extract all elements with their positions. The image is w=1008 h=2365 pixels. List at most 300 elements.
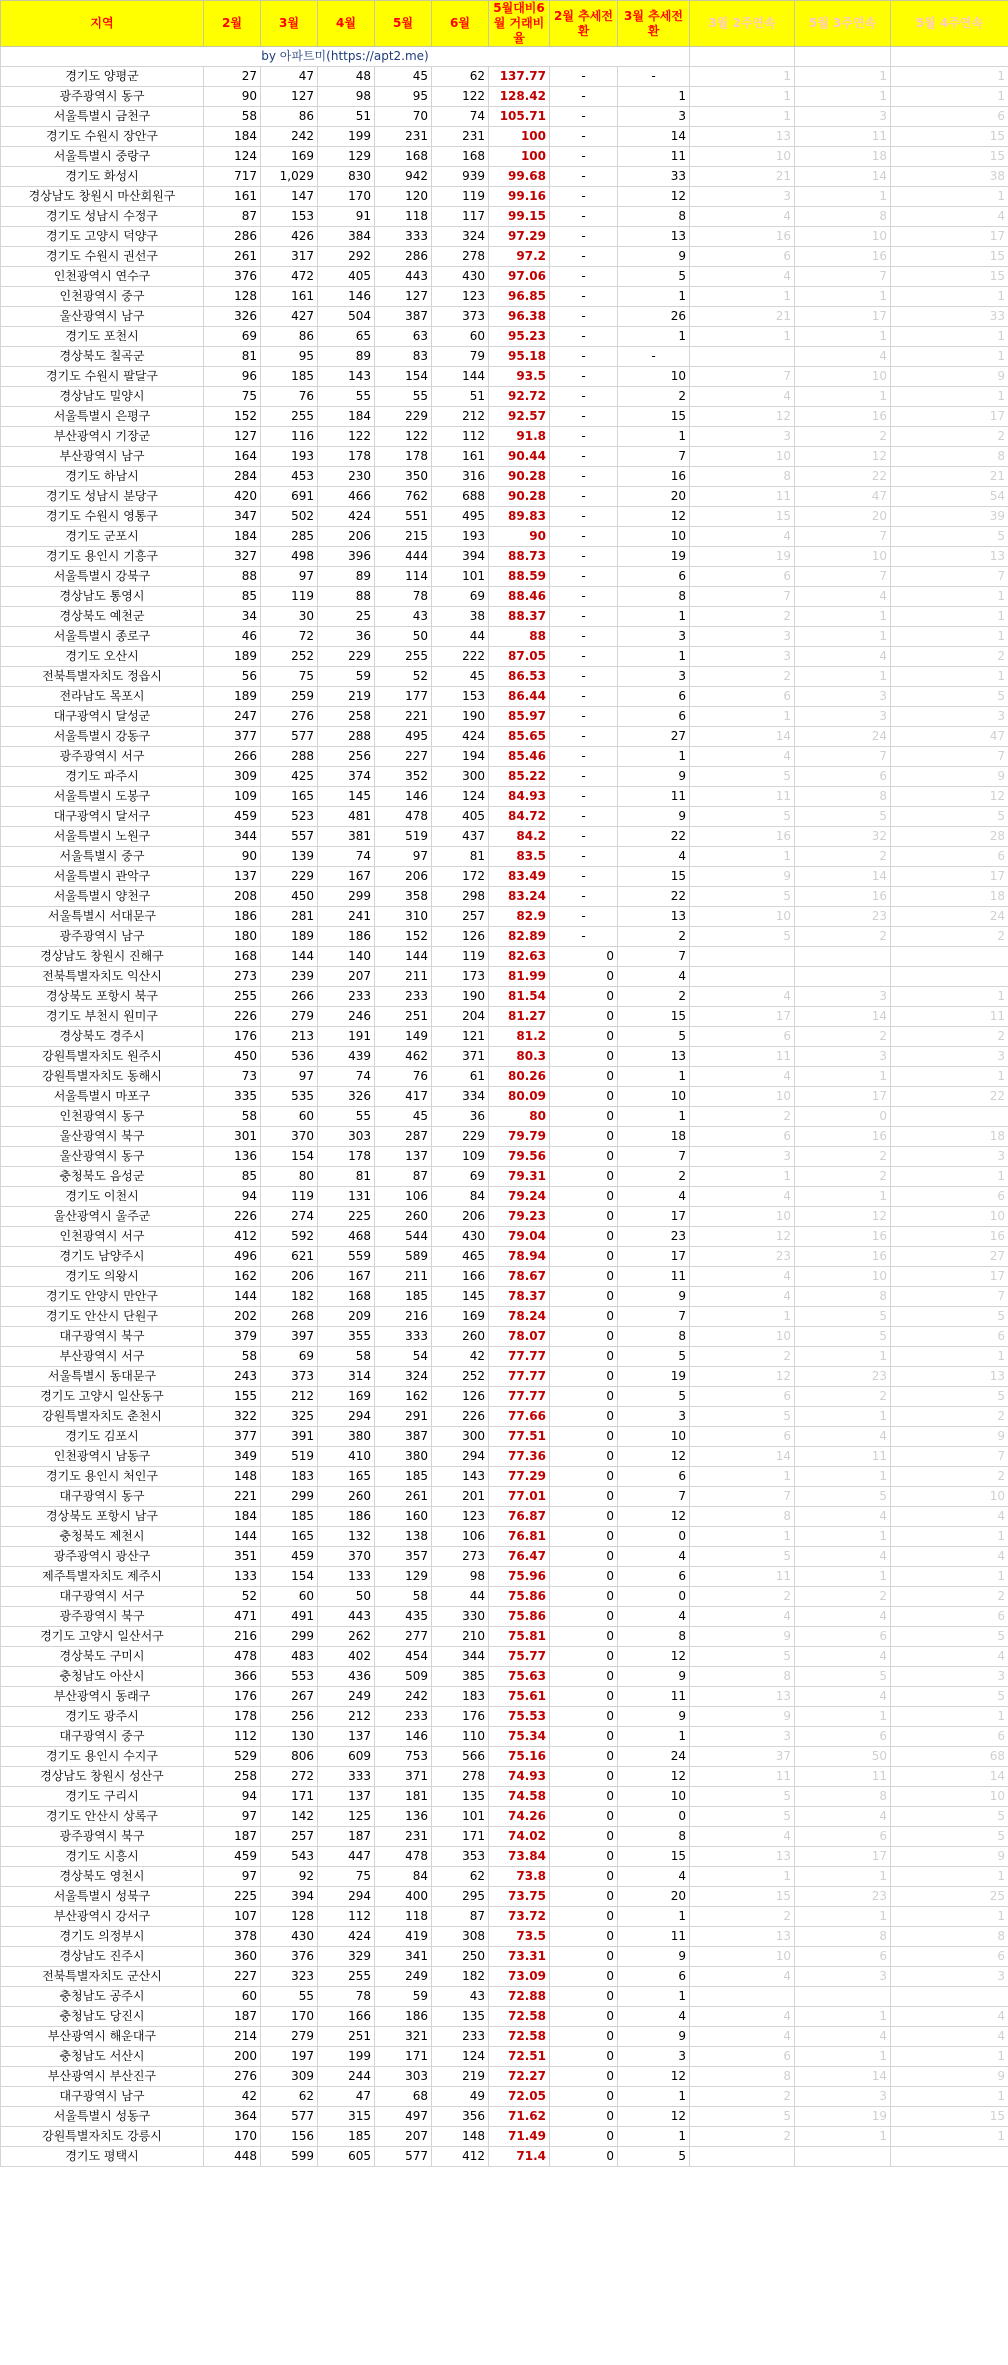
data-cell[interactable]: 168 (204, 947, 261, 967)
data-cell[interactable]: 176 (204, 1687, 261, 1707)
data-cell[interactable]: 424 (432, 727, 489, 747)
data-cell[interactable]: 76 (261, 387, 318, 407)
region-cell[interactable]: 경기도 수원시 장안구 (1, 127, 204, 147)
data-cell[interactable]: - (550, 207, 618, 227)
data-cell[interactable]: - (550, 847, 618, 867)
data-cell[interactable]: 180 (204, 927, 261, 947)
data-cell[interactable]: 17 (891, 867, 1008, 887)
data-cell[interactable]: 5 (795, 1307, 891, 1327)
data-cell[interactable]: 6 (690, 247, 795, 267)
data-cell[interactable]: 75.86 (489, 1587, 550, 1607)
data-cell[interactable]: 577 (375, 2147, 432, 2167)
data-cell[interactable]: 176 (204, 1027, 261, 1047)
data-cell[interactable]: 260 (375, 1207, 432, 1227)
data-cell[interactable]: 2 (690, 1587, 795, 1607)
data-cell[interactable]: 553 (261, 1667, 318, 1687)
data-cell[interactable]: 405 (318, 267, 375, 287)
data-cell[interactable]: 1 (795, 1907, 891, 1927)
data-cell[interactable]: 167 (318, 867, 375, 887)
data-cell[interactable]: 357 (375, 1547, 432, 1567)
data-cell[interactable]: 144 (204, 1287, 261, 1307)
data-cell[interactable]: 71.4 (489, 2147, 550, 2167)
data-cell[interactable]: 352 (375, 767, 432, 787)
data-cell[interactable]: 4 (891, 1507, 1008, 1527)
data-cell[interactable]: 227 (204, 1967, 261, 1987)
region-cell[interactable]: 인천광역시 동구 (1, 1107, 204, 1127)
data-cell[interactable]: 73.5 (489, 1927, 550, 1947)
data-cell[interactable]: 91.8 (489, 427, 550, 447)
data-cell[interactable]: 9 (618, 1947, 690, 1967)
data-cell[interactable]: 551 (375, 507, 432, 527)
data-cell[interactable]: 0 (550, 1607, 618, 1627)
data-cell[interactable]: 200 (204, 2047, 261, 2067)
data-cell[interactable]: 8 (795, 207, 891, 227)
data-cell[interactable]: 75.16 (489, 1747, 550, 1767)
data-cell[interactable]: 18 (891, 887, 1008, 907)
data-cell[interactable]: 11 (618, 147, 690, 167)
data-cell[interactable]: 79.23 (489, 1207, 550, 1227)
data-cell[interactable]: 7 (891, 567, 1008, 587)
data-cell[interactable]: 1 (795, 1707, 891, 1727)
data-cell[interactable]: 161 (261, 287, 318, 307)
data-cell[interactable] (690, 947, 795, 967)
data-cell[interactable]: 73 (204, 1067, 261, 1087)
data-cell[interactable]: 3 (690, 187, 795, 207)
data-cell[interactable]: 166 (432, 1267, 489, 1287)
region-cell[interactable]: 경상남도 창원시 성산구 (1, 1767, 204, 1787)
credit-text[interactable]: by 아파트미(https://apt2.me) (1, 47, 690, 67)
data-cell[interactable]: 266 (204, 747, 261, 767)
data-cell[interactable]: 90 (204, 847, 261, 867)
data-cell[interactable]: 6 (618, 707, 690, 727)
data-cell[interactable]: 114 (375, 567, 432, 587)
data-cell[interactable]: 1 (795, 1347, 891, 1367)
data-cell[interactable]: 83 (375, 347, 432, 367)
data-cell[interactable]: 5 (690, 1807, 795, 1827)
data-cell[interactable]: 1 (690, 1307, 795, 1327)
data-cell[interactable]: 73.75 (489, 1887, 550, 1907)
data-cell[interactable]: 380 (375, 1447, 432, 1467)
data-cell[interactable]: 1 (618, 747, 690, 767)
data-cell[interactable]: 225 (204, 1887, 261, 1907)
data-cell[interactable]: 9 (891, 2067, 1008, 2087)
region-cell[interactable]: 경기도 고양시 일산동구 (1, 1387, 204, 1407)
data-cell[interactable]: 417 (375, 1087, 432, 1107)
data-cell[interactable]: 25 (891, 1887, 1008, 1907)
data-cell[interactable]: 85 (204, 587, 261, 607)
data-cell[interactable]: 177 (375, 687, 432, 707)
header-cell[interactable]: 3월 2주연속 (690, 1, 795, 47)
region-cell[interactable]: 인천광역시 남동구 (1, 1447, 204, 1467)
data-cell[interactable]: 0 (550, 1827, 618, 1847)
data-cell[interactable]: 186 (318, 927, 375, 947)
data-cell[interactable]: 303 (375, 2067, 432, 2087)
data-cell[interactable]: 9 (618, 1667, 690, 1687)
data-cell[interactable]: 79.79 (489, 1127, 550, 1147)
data-cell[interactable]: 109 (432, 1147, 489, 1167)
data-cell[interactable]: 118 (375, 1907, 432, 1927)
data-cell[interactable]: 58 (318, 1347, 375, 1367)
data-cell[interactable]: 4 (891, 2027, 1008, 2047)
region-cell[interactable]: 충청남도 공주시 (1, 1987, 204, 2007)
data-cell[interactable]: 84.2 (489, 827, 550, 847)
data-cell[interactable]: 3 (618, 1407, 690, 1427)
data-cell[interactable]: 753 (375, 1747, 432, 1767)
header-cell[interactable]: 5월 4주연속 (891, 1, 1008, 47)
data-cell[interactable]: 498 (261, 547, 318, 567)
data-cell[interactable]: 288 (261, 747, 318, 767)
data-cell[interactable]: 229 (375, 407, 432, 427)
data-cell[interactable]: 0 (618, 1527, 690, 1547)
data-cell[interactable]: 321 (375, 2027, 432, 2047)
data-cell[interactable]: 11 (618, 1687, 690, 1707)
data-cell[interactable]: - (550, 247, 618, 267)
data-cell[interactable]: 3 (618, 627, 690, 647)
data-cell[interactable]: 717 (204, 167, 261, 187)
data-cell[interactable]: 110 (432, 1727, 489, 1747)
data-cell[interactable]: 10 (891, 1787, 1008, 1807)
data-cell[interactable]: 4 (690, 1287, 795, 1307)
data-cell[interactable]: 1 (795, 1527, 891, 1547)
data-cell[interactable]: 0 (550, 987, 618, 1007)
data-cell[interactable]: 4 (795, 1547, 891, 1567)
data-cell[interactable]: 199 (318, 2047, 375, 2067)
data-cell[interactable]: 17 (795, 1087, 891, 1107)
data-cell[interactable]: 58 (375, 1587, 432, 1607)
data-cell[interactable]: 10 (891, 1207, 1008, 1227)
region-cell[interactable]: 부산광역시 서구 (1, 1347, 204, 1367)
region-cell[interactable]: 경기도 시흥시 (1, 1847, 204, 1867)
data-cell[interactable]: 106 (375, 1187, 432, 1207)
data-cell[interactable]: 212 (261, 1387, 318, 1407)
data-cell[interactable]: 54 (891, 487, 1008, 507)
data-cell[interactable]: 274 (261, 1207, 318, 1227)
data-cell[interactable]: 168 (375, 147, 432, 167)
data-cell[interactable]: 160 (375, 1507, 432, 1527)
data-cell[interactable]: 81.27 (489, 1007, 550, 1027)
data-cell[interactable] (690, 967, 795, 987)
data-cell[interactable]: 27 (204, 67, 261, 87)
data-cell[interactable]: 605 (318, 2147, 375, 2167)
data-cell[interactable]: 599 (261, 2147, 318, 2167)
data-cell[interactable]: 268 (261, 1307, 318, 1327)
data-cell[interactable]: 5 (618, 267, 690, 287)
data-cell[interactable]: 152 (204, 407, 261, 427)
data-cell[interactable]: 491 (261, 1607, 318, 1627)
data-cell[interactable]: 259 (261, 687, 318, 707)
data-cell[interactable]: 5 (618, 1347, 690, 1367)
data-cell[interactable]: 8 (618, 1827, 690, 1847)
data-cell[interactable]: 75 (318, 1867, 375, 1887)
data-cell[interactable]: 443 (375, 267, 432, 287)
data-cell[interactable]: 496 (204, 1247, 261, 1267)
data-cell[interactable]: 128 (261, 1907, 318, 1927)
data-cell[interactable]: 44 (432, 1587, 489, 1607)
data-cell[interactable]: 215 (375, 527, 432, 547)
data-cell[interactable]: 5 (690, 2107, 795, 2127)
data-cell[interactable]: 43 (375, 607, 432, 627)
data-cell[interactable]: 51 (318, 107, 375, 127)
data-cell[interactable]: - (550, 327, 618, 347)
data-cell[interactable]: 27 (891, 1247, 1008, 1267)
data-cell[interactable]: 81.99 (489, 967, 550, 987)
data-cell[interactable]: 9 (891, 767, 1008, 787)
data-cell[interactable]: 412 (432, 2147, 489, 2167)
region-cell[interactable]: 경기도 안산시 상록구 (1, 1807, 204, 1827)
data-cell[interactable]: 155 (204, 1387, 261, 1407)
data-cell[interactable]: 95.23 (489, 327, 550, 347)
data-cell[interactable]: 42 (204, 2087, 261, 2107)
data-cell[interactable]: 1 (891, 1567, 1008, 1587)
data-cell[interactable]: 76 (375, 1067, 432, 1087)
data-cell[interactable]: 6 (618, 1967, 690, 1987)
data-cell[interactable]: 1 (891, 1067, 1008, 1087)
data-cell[interactable]: 5 (690, 1787, 795, 1807)
data-cell[interactable]: 3 (618, 107, 690, 127)
data-cell[interactable]: - (550, 647, 618, 667)
data-cell[interactable]: 1 (891, 627, 1008, 647)
region-cell[interactable]: 경상남도 통영시 (1, 587, 204, 607)
data-cell[interactable]: 298 (432, 887, 489, 907)
data-cell[interactable]: 97 (204, 1867, 261, 1887)
data-cell[interactable]: 436 (318, 1667, 375, 1687)
data-cell[interactable]: 0 (550, 2027, 618, 2047)
region-cell[interactable]: 경기도 수원시 팔달구 (1, 367, 204, 387)
data-cell[interactable]: 3 (795, 107, 891, 127)
data-cell[interactable]: 394 (432, 547, 489, 567)
data-cell[interactable]: 77.77 (489, 1387, 550, 1407)
data-cell[interactable]: 3 (795, 987, 891, 1007)
data-cell[interactable]: - (550, 147, 618, 167)
data-cell[interactable]: 385 (432, 1667, 489, 1687)
data-cell[interactable]: 68 (375, 2087, 432, 2107)
data-cell[interactable]: 61 (432, 1067, 489, 1087)
data-cell[interactable]: 1 (891, 1527, 1008, 1547)
data-cell[interactable]: 48 (318, 67, 375, 87)
data-cell[interactable]: 6 (891, 1187, 1008, 1207)
data-cell[interactable]: 124 (432, 787, 489, 807)
data-cell[interactable]: - (618, 347, 690, 367)
data-cell[interactable]: 11 (690, 1047, 795, 1067)
data-cell[interactable]: - (550, 407, 618, 427)
data-cell[interactable]: 0 (550, 1547, 618, 1567)
data-cell[interactable]: 72.58 (489, 2027, 550, 2047)
data-cell[interactable]: 78.94 (489, 1247, 550, 1267)
data-cell[interactable]: 6 (618, 1567, 690, 1587)
data-cell[interactable]: 1 (618, 1067, 690, 1087)
data-cell[interactable]: 7 (618, 1147, 690, 1167)
data-cell[interactable]: 156 (261, 2127, 318, 2147)
data-cell[interactable]: 0 (550, 2067, 618, 2087)
data-cell[interactable]: 154 (375, 367, 432, 387)
data-cell[interactable]: 5 (618, 2147, 690, 2167)
data-cell[interactable]: 0 (550, 1007, 618, 1027)
data-cell[interactable]: 8 (690, 467, 795, 487)
data-cell[interactable]: 206 (261, 1267, 318, 1287)
data-cell[interactable]: 89 (318, 567, 375, 587)
data-cell[interactable]: - (550, 347, 618, 367)
data-cell[interactable]: 15 (891, 267, 1008, 287)
data-cell[interactable]: 9 (690, 1627, 795, 1647)
data-cell[interactable]: 178 (318, 447, 375, 467)
data-cell[interactable]: 8 (690, 2067, 795, 2087)
data-cell[interactable]: - (550, 67, 618, 87)
data-cell[interactable]: 324 (375, 1367, 432, 1387)
data-cell[interactable]: 21 (891, 467, 1008, 487)
data-cell[interactable]: 38 (432, 607, 489, 627)
data-cell[interactable]: 2 (891, 1587, 1008, 1607)
data-cell[interactable]: 1 (891, 1347, 1008, 1367)
data-cell[interactable]: 59 (318, 667, 375, 687)
region-cell[interactable]: 경기도 포천시 (1, 327, 204, 347)
data-cell[interactable]: - (550, 587, 618, 607)
data-cell[interactable]: 1 (795, 667, 891, 687)
data-cell[interactable]: 257 (432, 907, 489, 927)
data-cell[interactable]: 8 (618, 207, 690, 227)
data-cell[interactable]: 286 (204, 227, 261, 247)
data-cell[interactable]: 80 (261, 1167, 318, 1187)
data-cell[interactable]: 145 (318, 787, 375, 807)
region-cell[interactable]: 경기도 부천시 원미구 (1, 1007, 204, 1027)
data-cell[interactable]: 0 (618, 1587, 690, 1607)
data-cell[interactable]: 46 (204, 627, 261, 647)
data-cell[interactable]: 7 (891, 1447, 1008, 1467)
data-cell[interactable]: 95 (375, 87, 432, 107)
data-cell[interactable]: 118 (375, 207, 432, 227)
data-cell[interactable]: 806 (261, 1747, 318, 1767)
data-cell[interactable]: 178 (318, 1147, 375, 1167)
data-cell[interactable]: 1 (618, 647, 690, 667)
data-cell[interactable]: 14 (690, 1447, 795, 1467)
data-cell[interactable]: - (550, 667, 618, 687)
data-cell[interactable]: 0 (550, 1507, 618, 1527)
data-cell[interactable]: - (550, 607, 618, 627)
data-cell[interactable]: 15 (618, 1007, 690, 1027)
data-cell[interactable]: 0 (550, 1327, 618, 1347)
data-cell[interactable]: 76.81 (489, 1527, 550, 1547)
data-cell[interactable]: 69 (432, 587, 489, 607)
data-cell[interactable]: 288 (318, 727, 375, 747)
data-cell[interactable]: 7 (795, 527, 891, 547)
data-cell[interactable]: 410 (318, 1447, 375, 1467)
region-cell[interactable]: 경기도 용인시 기흥구 (1, 547, 204, 567)
data-cell[interactable]: 38 (891, 167, 1008, 187)
data-cell[interactable]: 8 (690, 1667, 795, 1687)
data-cell[interactable]: 244 (318, 2067, 375, 2087)
data-cell[interactable]: 502 (261, 507, 318, 527)
data-cell[interactable]: 72.51 (489, 2047, 550, 2067)
data-cell[interactable]: 0 (550, 1627, 618, 1647)
data-cell[interactable]: 4 (690, 987, 795, 1007)
data-cell[interactable]: 204 (432, 1007, 489, 1027)
data-cell[interactable]: 1 (690, 847, 795, 867)
data-cell[interactable]: 378 (204, 1927, 261, 1947)
data-cell[interactable]: 10 (690, 447, 795, 467)
data-cell[interactable]: 0 (550, 1767, 618, 1787)
data-cell[interactable]: - (550, 467, 618, 487)
data-cell[interactable]: 73.72 (489, 1907, 550, 1927)
data-cell[interactable]: 169 (432, 1307, 489, 1327)
data-cell[interactable]: 6 (891, 847, 1008, 867)
data-cell[interactable]: - (550, 227, 618, 247)
data-cell[interactable]: 621 (261, 1247, 318, 1267)
data-cell[interactable]: 3 (795, 2087, 891, 2107)
data-cell[interactable]: 75.86 (489, 1607, 550, 1627)
data-cell[interactable]: 5 (891, 1827, 1008, 1847)
region-cell[interactable]: 경상북도 구미시 (1, 1647, 204, 1667)
region-cell[interactable]: 인천광역시 서구 (1, 1227, 204, 1247)
data-cell[interactable]: 83.5 (489, 847, 550, 867)
data-cell[interactable]: 60 (432, 327, 489, 347)
data-cell[interactable]: 295 (432, 1887, 489, 1907)
data-cell[interactable]: 88.46 (489, 587, 550, 607)
data-cell[interactable]: 17 (618, 1207, 690, 1227)
data-cell[interactable]: 14 (618, 127, 690, 147)
data-cell[interactable]: 6 (891, 1947, 1008, 1967)
data-cell[interactable]: 376 (204, 267, 261, 287)
data-cell[interactable]: 24 (891, 907, 1008, 927)
data-cell[interactable]: 287 (375, 1127, 432, 1147)
data-cell[interactable]: - (550, 567, 618, 587)
data-cell[interactable]: 169 (261, 147, 318, 167)
data-cell[interactable]: 27 (618, 727, 690, 747)
data-cell[interactable]: 4 (795, 1807, 891, 1827)
data-cell[interactable]: 255 (204, 987, 261, 1007)
data-cell[interactable]: 523 (261, 807, 318, 827)
data-cell[interactable]: 1 (891, 187, 1008, 207)
data-cell[interactable]: 44 (432, 627, 489, 647)
data-cell[interactable]: 233 (318, 987, 375, 1007)
data-cell[interactable]: 6 (618, 567, 690, 587)
data-cell[interactable]: 7 (891, 747, 1008, 767)
data-cell[interactable]: 16 (795, 887, 891, 907)
data-cell[interactable]: 36 (318, 627, 375, 647)
data-cell[interactable] (795, 1987, 891, 2007)
data-cell[interactable]: 12 (690, 407, 795, 427)
data-cell[interactable]: 333 (318, 1767, 375, 1787)
data-cell[interactable]: - (550, 687, 618, 707)
data-cell[interactable]: 0 (550, 1067, 618, 1087)
data-cell[interactable]: 153 (432, 687, 489, 707)
data-cell[interactable]: 322 (204, 1407, 261, 1427)
data-cell[interactable]: 15 (690, 507, 795, 527)
data-cell[interactable]: 6 (891, 1327, 1008, 1347)
data-cell[interactable]: 301 (204, 1127, 261, 1147)
data-cell[interactable]: 246 (318, 1007, 375, 1027)
data-cell[interactable]: 344 (432, 1647, 489, 1667)
data-cell[interactable]: 11 (795, 127, 891, 147)
data-cell[interactable]: 32 (795, 827, 891, 847)
data-cell[interactable]: 14 (795, 167, 891, 187)
data-cell[interactable]: - (550, 507, 618, 527)
data-cell[interactable]: 353 (432, 1847, 489, 1867)
empty-cell[interactable] (690, 47, 795, 67)
data-cell[interactable]: 128 (204, 287, 261, 307)
data-cell[interactable]: 87 (375, 1167, 432, 1187)
data-cell[interactable] (891, 2147, 1008, 2167)
data-cell[interactable]: 129 (318, 147, 375, 167)
data-cell[interactable]: 17 (891, 1267, 1008, 1287)
data-cell[interactable]: 21 (690, 307, 795, 327)
data-cell[interactable]: 76.47 (489, 1547, 550, 1567)
data-cell[interactable]: 4 (690, 1267, 795, 1287)
data-cell[interactable]: 185 (375, 1287, 432, 1307)
data-cell[interactable]: 242 (375, 1687, 432, 1707)
data-cell[interactable]: 9 (618, 2027, 690, 2047)
data-cell[interactable]: 119 (261, 1187, 318, 1207)
data-cell[interactable]: 0 (618, 1807, 690, 1827)
data-cell[interactable]: 1 (795, 187, 891, 207)
